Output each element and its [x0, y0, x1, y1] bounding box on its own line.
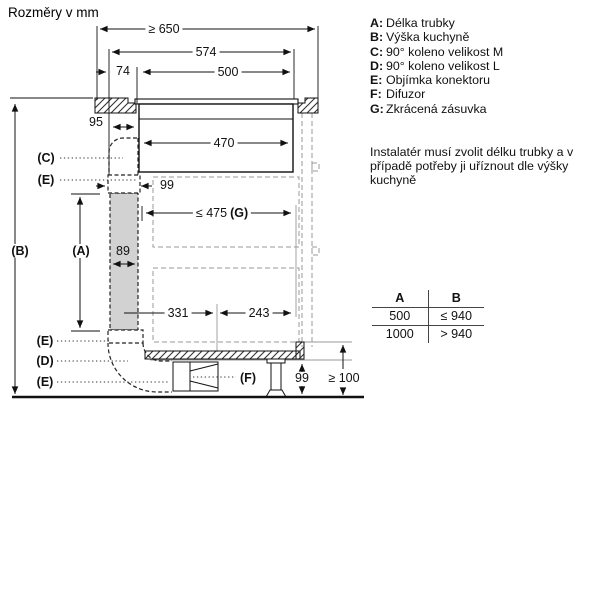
- parts-legend: [370, 16, 503, 116]
- label-part-e2: (E): [36, 334, 54, 348]
- label-part-f: (F): [240, 371, 256, 385]
- legend-item-b: B: Výška kuchyně: [370, 30, 470, 45]
- drawer-region-lower: [153, 268, 299, 342]
- page-title: Rozměry v mm: [8, 5, 99, 20]
- dim-floor-clearance: ≥ 100: [328, 371, 360, 385]
- dim-drawer-depth: [193, 206, 251, 220]
- label-part-e3: (E): [36, 375, 54, 389]
- dim-offset-left: 74: [116, 64, 130, 78]
- dim-tube-width: 89: [116, 244, 130, 258]
- legend-item-f: F: Difuzor: [370, 87, 426, 102]
- dim-hob-inner-width: 470: [211, 136, 238, 150]
- cabinet-bottom-panel: [145, 351, 300, 359]
- table-row: 500 ≤ 940: [372, 308, 484, 326]
- diffuser-and-leg: [173, 359, 286, 397]
- legend-item-a: A: Délka trubky: [370, 16, 455, 30]
- label-part-a: (A): [72, 244, 90, 258]
- table-header-row: [372, 290, 484, 308]
- dim-plinth-height: 99: [295, 371, 309, 385]
- table-header-a: A: [372, 290, 429, 307]
- flat-duct-tube: [110, 193, 138, 330]
- dim-duct-offset: 95: [89, 115, 103, 129]
- leg-cap: [267, 359, 285, 363]
- dim-center-right: 243: [246, 306, 273, 320]
- hob-top-plate: [135, 99, 298, 104]
- legend-item-e: E: Objímka konektoru: [370, 73, 490, 88]
- dim-hob-width: 574: [193, 45, 220, 59]
- length-height-table: [372, 290, 484, 343]
- worktop-right-section: [298, 98, 318, 113]
- legend-item-g: G: Zkrácená zásuvka: [370, 101, 487, 116]
- helper-lines: [150, 205, 352, 360]
- dim-drawer-key: (G): [230, 206, 249, 220]
- label-part-b: (B): [11, 244, 29, 258]
- dim-min-width: ≥ 650: [145, 22, 182, 36]
- legend-item-d: D: 90° koleno velikost L: [370, 58, 500, 73]
- table-row: 1000 > 940: [372, 326, 484, 343]
- dim-cutout-width: 500: [215, 65, 242, 79]
- dim-center-left: 331: [165, 306, 192, 320]
- label-part-d: (D): [36, 354, 54, 368]
- label-part-e1: (E): [37, 173, 55, 187]
- leg-stem: [271, 363, 281, 390]
- dim-connector-width: 99: [160, 178, 174, 192]
- label-leaders: [57, 158, 236, 382]
- installer-note: Instalatér musí zvolit délku trubky a v případě potřeby ji uříznout dle výšky kuchyně: [370, 145, 574, 187]
- elbow-top-outer: [109, 138, 137, 175]
- connector-sleeve-top: [108, 175, 140, 193]
- label-part-c: (C): [37, 151, 55, 165]
- connector-sleeve-bottom: [108, 330, 143, 343]
- table-header-b: B: [451, 291, 461, 305]
- worktop-left-section: [95, 98, 136, 113]
- cabinet-bottom-right-block: [296, 342, 304, 359]
- dim-drawer-value: ≤ 475: [195, 206, 228, 220]
- diffuser-box: [173, 362, 190, 391]
- elbow-bottom-outer: [108, 343, 172, 392]
- legend-item-c: C: 90° koleno velikost M: [370, 44, 504, 59]
